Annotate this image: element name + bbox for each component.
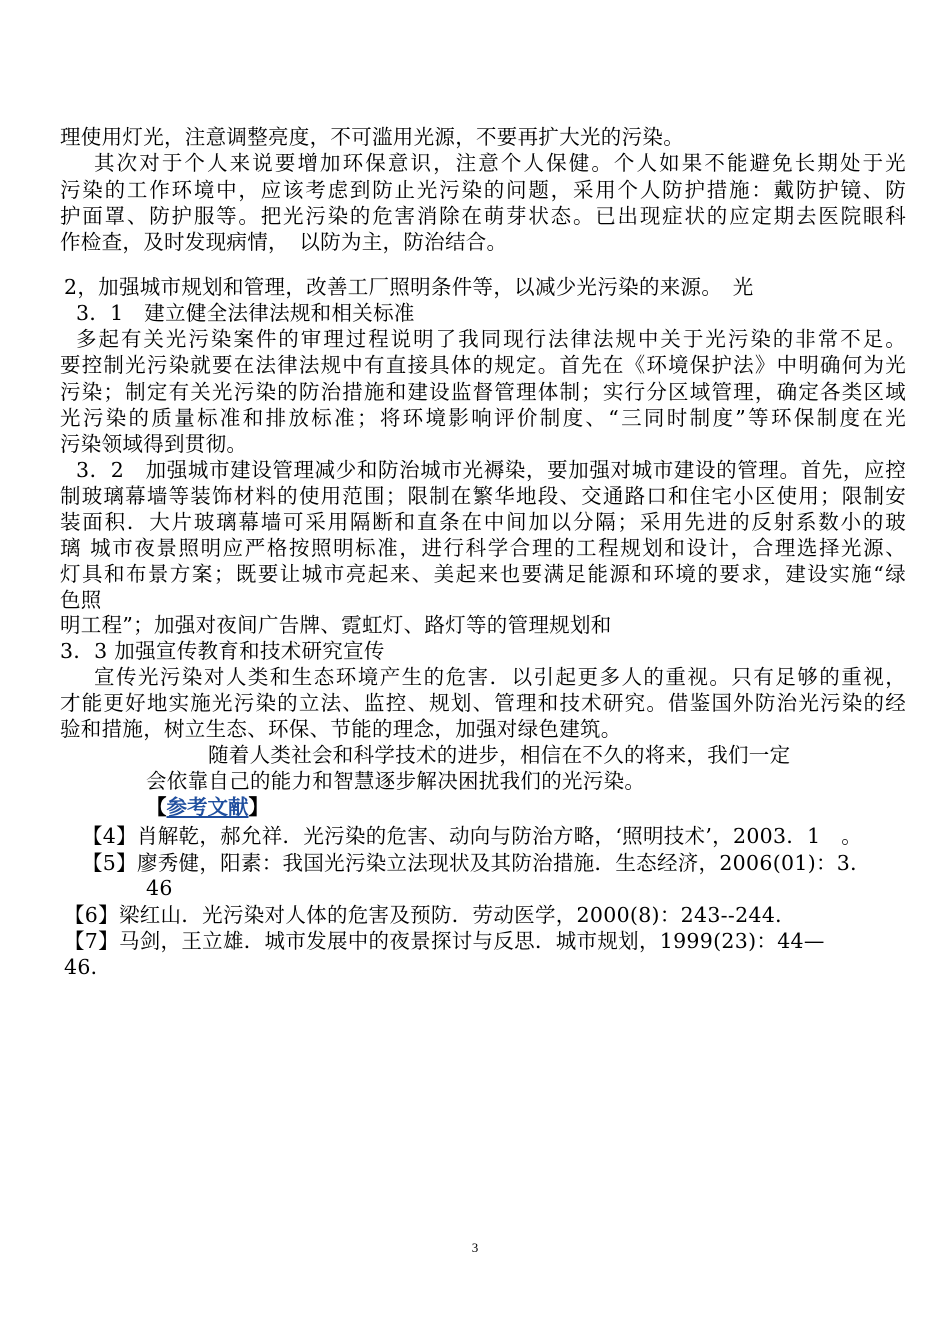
reference-item: 46． xyxy=(64,955,112,979)
paragraph-line: 其次对于个人来说要增加环保意识，注意个人保健。个人如果不能避免长期处于光 xyxy=(94,151,906,175)
section-heading: 3．3 加强宣传教育和技术研究宣传 xyxy=(60,639,385,663)
paragraph-line: 制玻璃幕墙等装饰材料的使用范围；限制在繁华地段、交通路口和住宅小区使用；限制安 xyxy=(60,484,906,508)
reference-item: 46 xyxy=(146,876,173,900)
page-number: 3 xyxy=(471,1240,479,1255)
paragraph-line: 作检查，及时发现病情， 以防为主，防治结合。 xyxy=(60,230,508,254)
paragraph-line: 污染；制定有关光污染的防治措施和建设监督管理体制；实行分区域管理，确定各类区域 xyxy=(60,380,906,404)
reference-item: 【7】马剑，王立雄．城市发展中的夜景探讨与反思．城市规划，1999(23)：44— xyxy=(64,929,825,953)
paragraph-line: 验和措施，树立生态、环保、节能的理念，加强对绿色建筑。 xyxy=(60,717,622,741)
section-heading: 3．1 建立健全法律法规和相关标准 xyxy=(76,301,415,325)
reference-item: 【4】肖解乾，郝允祥．光污染的危害、动向与防治方略，‘照明技术’，2003．1 。 xyxy=(82,824,863,848)
paragraph-line: 璃 城市夜景照明应严格按照明标准，进行科学合理的工程规划和设计，合理选择光源、 xyxy=(60,536,906,560)
paragraph-line: 装面积．大片玻璃幕墙可采用隔断和直条在中间加以分隔；采用先进的反射系数小的玻 xyxy=(60,510,906,534)
section-heading: 2，加强城市规划和管理，改善工厂照明条件等，以减少光污染的来源。 光 xyxy=(64,275,754,299)
paragraph-line: 护面罩、防护服等。把光污染的危害消除在萌芽状态。已出现症状的应定期去医院眼科 xyxy=(60,204,906,228)
paragraph-line: 才能更好地实施光污染的立法、监控、规划、管理和技术研究。借鉴国外防治光污染的经 xyxy=(60,691,906,715)
bracket-open: 【 xyxy=(146,795,167,819)
paragraph-line: 宣传光污染对人类和生态环境产生的危害．以引起更多人的重视。只有足够的重视， xyxy=(94,665,906,689)
paragraph-line: 色照 xyxy=(60,588,102,612)
bracket-close: 】 xyxy=(248,795,269,819)
paragraph-line: 污染领域得到贯彻。 xyxy=(60,432,248,456)
reference-item: 【6】梁红山．光污染对人体的危害及预防．劳动医学，2000(8)：243--244． xyxy=(64,903,796,927)
reference-item: 【5】廖秀健，阳素：我国光污染立法现状及其防治措施．生态经济，2006(01)：3． xyxy=(82,851,871,875)
paragraph-line: 理使用灯光，注意调整亮度，不可滥用光源，不要再扩大光的污染。 xyxy=(60,125,684,149)
closing-line: 随着人类社会和科学技术的进步，相信在不久的将来，我们一定 xyxy=(208,743,791,767)
references-link[interactable]: 参考文献 xyxy=(166,795,249,819)
paragraph-line: 要控制光污染就要在法律法规中有直接具体的规定。首先在《环境保护法》中明确何为光 xyxy=(60,353,906,377)
paragraph-line: 光污染的质量标准和排放标准；将环境影响评价制度、“三同时制度”等环保制度在光 xyxy=(60,406,906,430)
paragraph-line: 明工程”；加强对夜间广告牌、霓虹灯、路灯等的管理规划和 xyxy=(60,613,612,637)
references-heading xyxy=(146,794,269,820)
closing-line: 会依靠自己的能力和智慧逐步解决困扰我们的光污染。 xyxy=(146,769,646,793)
paragraph-line: 灯具和布景方案；既要让城市亮起来、美起来也要满足能源和环境的要求，建设实施“绿 xyxy=(60,562,906,586)
paragraph-line: 3．2 加强城市建设管理减少和防治城市光褥染，要加强对城市建设的管理。首先，应控 xyxy=(76,458,906,482)
paragraph-line: 污染的工作环境中，应该考虑到防止光污染的问题，采用个人防护措施：戴防护镜、防 xyxy=(60,178,906,202)
paragraph-line: 多起有关光污染案件的审理过程说明了我同现行法律法规中关于光污染的非常不足。 xyxy=(76,327,906,351)
